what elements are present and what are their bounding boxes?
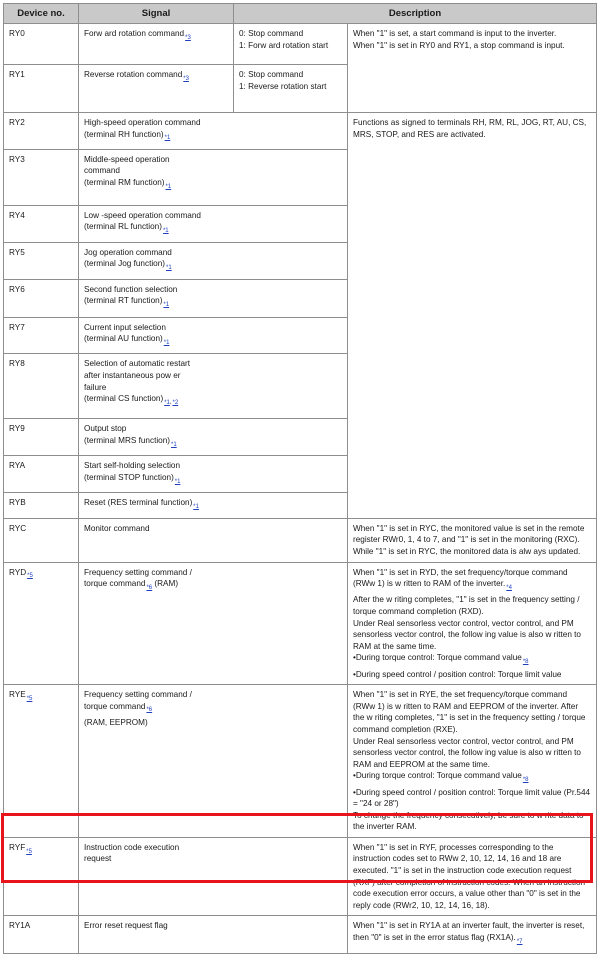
signal-text: Monitor command [84,523,150,533]
signal-text: torque command [84,579,146,589]
device-no-cell [4,279,79,317]
stop-text: 0: Stop command [239,29,304,38]
device-no: RY6 [9,284,25,294]
device-no: RYE [9,690,26,700]
footnote-link[interactable]: *3 [185,34,191,41]
description-text [353,652,591,668]
device-no-cell [4,456,79,493]
description-text: •During speed control / position control: Torque limit value (Pr.544 = "24 or 28") [353,787,591,809]
signal-text: (terminal STOP function) [84,473,174,483]
description-text: Under Real sensorless vector control, vector control, and PM sensorless vector control, the follow ing value is also w ritten to RAM at the same time. [353,618,581,651]
signal-cell [79,149,348,205]
device-no: RYC [9,523,27,533]
table-header-row [4,4,597,24]
signal-text: Forw ard rotation command [84,29,185,38]
footnote-link[interactable]: *1 [164,135,171,142]
footnote-link[interactable]: *1 [163,301,170,308]
footnote-link[interactable]: *7 [516,938,523,945]
device-no-cell [4,242,79,279]
footnote-link[interactable]: *1 [165,183,172,190]
device-no-cell [4,65,79,113]
footnote-link[interactable]: *6 [146,584,153,591]
device-no-cell [4,205,79,242]
device-no: RY4 [9,210,25,220]
table-row [4,916,597,954]
device-no-cell [4,562,79,685]
signal-cell [79,685,348,838]
table-row [4,24,597,65]
signal-cell [79,456,348,493]
device-no: RYD [9,567,27,577]
start-text: 1: Forw ard rotation start [239,40,329,50]
header-description: Description [234,4,597,24]
signal-text: after instantaneous pow er [84,371,181,381]
signal-suffix: (RAM) [152,579,179,589]
signal-cell [79,562,348,685]
signal-text: Second function selection [84,284,178,294]
signal-text: (terminal CS function) [84,394,164,404]
description-text: Under Real sensorless vector control, vector control, and PM sensorless vector control, the follow ing value is also w ritten to RAM and EEPROM at the same time. [353,736,581,769]
footnote-link[interactable]: *6 [146,707,153,714]
signal-cell [79,837,348,916]
signal-text: Current input selection [84,322,166,332]
description-text: •During torque control: Torque command value [353,771,522,781]
device-no-cell [4,24,79,65]
table-row [4,837,597,916]
signal-text: Jog operation command [84,247,172,257]
description-text: When "1" is set in RY0 and RY1, a stop command is input. [353,40,565,50]
signal-cell [79,916,348,954]
signal-text: (terminal MRS function) [84,436,170,446]
device-no-cell [4,354,79,419]
description-text: When "1" is set in RYC, the monitored value is set in the remote register RWr0, 1, 4 to 7, and "1" is set in the monitoring (RXC). While "1" is set in RYC, the monitored data is alw ays updated. [353,523,585,556]
device-no: RY8 [9,359,25,369]
description-text: When "1" is set in RYE, the set frequency/torque command (RWw 1) is w ritten to RAM and EEPROM of the inverter. After the w riting completes, "1" is set in the frequency setting / torque command completion (RXE). [353,690,586,734]
signal-cell [79,113,348,150]
signal-cell [79,24,234,65]
signal-text: (terminal RM function) [84,178,165,188]
description-text: When "1" is set in RY1A at an inverter fault, the inverter is reset, then "0" is set in the error status flag (RX1A). [353,921,585,943]
stop-command-cell [234,24,348,65]
description-cell [348,916,597,954]
footnote-link[interactable]: *8 [522,776,529,783]
description-text [353,567,591,595]
signal-text: Selection of automatic restart [84,359,191,369]
signal-cell [79,65,234,113]
signal-text: (terminal RL function) [84,222,162,232]
signal-text: Low -speed operation command [84,210,201,220]
device-no: RYF [9,842,26,852]
footnote-separator: , [169,399,172,406]
description-cell [348,685,597,838]
signal-table [3,3,597,954]
signal-text: torque command [84,701,146,711]
device-no: RY5 [9,247,25,257]
description-text [353,920,591,948]
signal-text: request [84,854,112,864]
signal-text: Frequency setting command / [84,690,192,700]
signal-text: Output stop [84,424,127,434]
device-no: RY1A [9,921,31,931]
description-text: •During torque control: Torque command value [353,653,522,663]
signal-cell [79,493,348,518]
footnote-link[interactable]: *1 [163,339,170,346]
device-no: RY3 [9,154,25,164]
footnote-link[interactable]: *2 [172,399,179,406]
signal-text: (terminal RH function) [84,129,164,139]
start-text: 1: Reverse rotation start [239,81,327,91]
description-text: When "1" is set in RYD, the set frequency/torque command (RWw 1) is w ritten to RAM of the inverter. [353,567,568,589]
device-no: RY1 [9,70,25,79]
signal-cell [79,279,348,317]
signal-text: Error reset request flag [84,921,168,931]
table-row [4,113,597,150]
signal-text: Start self-holding selection [84,461,181,471]
signal-cell [79,205,348,242]
description-text: When "1" is set, a start command is input to the inverter. [353,29,557,38]
description-text [353,770,591,786]
signal-text: failure [84,382,107,392]
description-cell [348,24,597,113]
signal-text: Middle-speed operation [84,154,170,164]
signal-cell [79,518,348,562]
description-cell [348,562,597,685]
footnote-link[interactable]: *5 [26,848,32,855]
signal-text: (terminal RT function) [84,296,163,306]
footnote-link[interactable]: *1 [166,264,172,271]
footnote-link[interactable]: *1 [193,504,199,511]
device-no-cell [4,837,79,916]
signal-text: High-speed operation command [84,118,201,127]
description-cell [348,837,597,916]
footnote-link[interactable]: *5 [26,695,33,702]
device-no: RY9 [9,424,25,434]
table-row [4,685,597,838]
signal-text: Reset (RES terminal function) [84,498,193,508]
device-no-cell [4,419,79,456]
device-no-cell [4,916,79,954]
device-no-cell [4,518,79,562]
signal-text: Instruction code execution [84,842,180,852]
device-no: RYB [9,498,26,508]
device-no: RYA [9,461,26,471]
footnote-link[interactable]: *8 [522,658,529,665]
device-no-cell [4,113,79,150]
description-text: To change the frequency consecutively, be sure to w rite data to the inverter RAM. [353,810,584,832]
header-device-no: Device no. [4,4,79,24]
description-text: •During speed control / position control: Torque limit value [353,669,562,679]
footnote-link[interactable]: *1 [174,478,181,485]
device-no-cell [4,493,79,518]
footnote-link[interactable]: *1 [171,441,177,448]
footnote-link[interactable]: *5 [27,573,33,580]
signal-cell [79,419,348,456]
device-no-cell [4,149,79,205]
signal-text: Frequency setting command / [84,567,192,577]
signal-text: Reverse rotation command [84,70,183,79]
device-no: RY0 [9,29,25,38]
stop-command-cell [234,65,348,113]
device-no: RY2 [9,118,25,127]
footnote-link[interactable]: *1 [162,228,169,235]
device-no: RY7 [9,322,25,332]
device-no-cell [4,685,79,838]
table-row [4,562,597,685]
device-no-cell [4,317,79,354]
signal-text: command [84,166,120,176]
signal-cell [79,242,348,279]
description-text: Functions as signed to terminals RH, RM, RL, JOG, RT, AU, CS, MRS, STOP, and RES are activated. [353,118,587,139]
table-row [4,518,597,562]
footnote-link[interactable]: *1 [164,399,170,406]
header-signal: Signal [79,4,234,24]
stop-text: 0: Stop command [239,70,304,79]
description-text: When "1" is set in RYF, processes corresponding to the instruction codes set to RWw 2, 10, 12, 14, 16 and 18 are executed. "1" is set in the instruction code execution request (RXF) after completion of instruction codes. When an instruction code execution error occurs, a value other than "0" is set in the reply code (RWr2, 10, 12, 14, 16, 18). [353,842,586,910]
signal-text: (terminal AU function) [84,334,163,344]
footnote-link[interactable]: *3 [183,75,189,82]
signal-text: (RAM, EEPROM) [84,717,148,727]
description-cell [348,518,597,562]
footnote-link[interactable]: *4 [506,584,512,591]
signal-cell [79,354,348,419]
description-cell [348,113,597,519]
signal-cell [79,317,348,354]
signal-text: (terminal Jog function) [84,259,165,269]
description-text: After the w riting completes, "1" is set in the frequency setting / torque command completion (RXD). [353,595,580,616]
